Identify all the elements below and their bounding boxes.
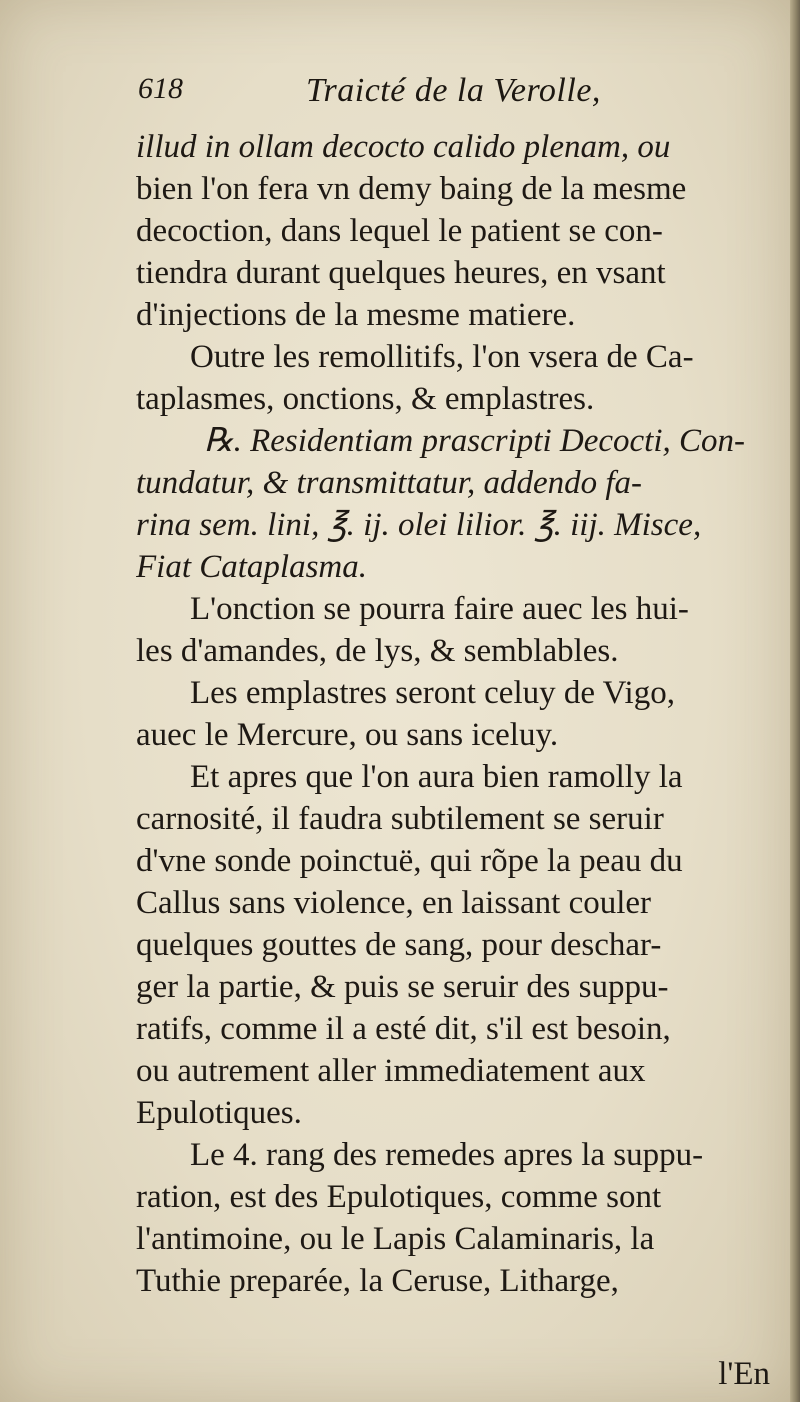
text-line: carnosité, il faudra subtilement se seruir: [136, 801, 664, 837]
text-line: l'antimoine, ou le Lapis Calaminaris, la: [136, 1221, 655, 1257]
text-line: illud in ollam decocto calido plenam, ou: [136, 129, 671, 165]
text-line: ratifs, comme il a esté dit, s'il est besoin,: [136, 1011, 671, 1047]
text-line: Le 4. rang des remedes apres la suppu-: [190, 1137, 704, 1173]
text-line: Les emplastres seront celuy de Vigo,: [190, 675, 675, 711]
page-edge: [790, 0, 800, 1402]
text-line: les d'amandes, de lys, & semblables.: [136, 633, 619, 669]
text-line: tiendra durant quelques heures, en vsant: [136, 255, 666, 291]
running-head: [138, 72, 658, 120]
text-line: Fiat Cataplasma.: [136, 549, 368, 585]
body-text: [136, 126, 776, 1302]
text-line: Callus sans violence, en laissant couler: [136, 885, 652, 921]
catchword: l'En: [718, 1356, 770, 1392]
text-line: rina sem. lini, ℥. ij. olei lilior. ℥. iij. Misce,: [136, 507, 702, 543]
page-number: 618: [138, 72, 183, 105]
text-line: ger la partie, & puis se seruir des suppu-: [136, 969, 669, 1005]
text-line: d'injections de la mesme matiere.: [136, 297, 576, 333]
text-line: Tuthie preparée, la Ceruse, Litharge,: [136, 1263, 619, 1299]
text-line: Epulotiques.: [136, 1095, 302, 1131]
text-line: quelques gouttes de sang, pour deschar-: [136, 927, 662, 963]
text-line: L'onction se pourra faire auec les hui-: [190, 591, 689, 627]
text-line: Et apres que l'on aura bien ramolly la: [190, 759, 683, 795]
text-line: Outre les remollitifs, l'on vsera de Ca-: [190, 339, 694, 375]
text-line: tundatur, & transmittatur, addendo fa-: [136, 465, 643, 501]
text-line: taplasmes, onctions, & emplastres.: [136, 381, 595, 417]
text-line: d'vne sonde poinctuë, qui rõpe la peau du: [136, 843, 683, 879]
text-line: ration, est des Epulotiques, comme sont: [136, 1179, 662, 1215]
text-line: decoction, dans lequel le patient se con-: [136, 213, 663, 249]
text-line: ℞. Residentiam prascripti Decocti, Con-: [204, 423, 746, 459]
text-line: auec le Mercure, ou sans iceluy.: [136, 717, 559, 753]
text-line: bien l'on fera vn demy baing de la mesme: [136, 171, 687, 207]
text-line: ou autrement aller immediatement aux: [136, 1053, 646, 1089]
running-title: Traicté de la Verolle,: [306, 72, 601, 109]
